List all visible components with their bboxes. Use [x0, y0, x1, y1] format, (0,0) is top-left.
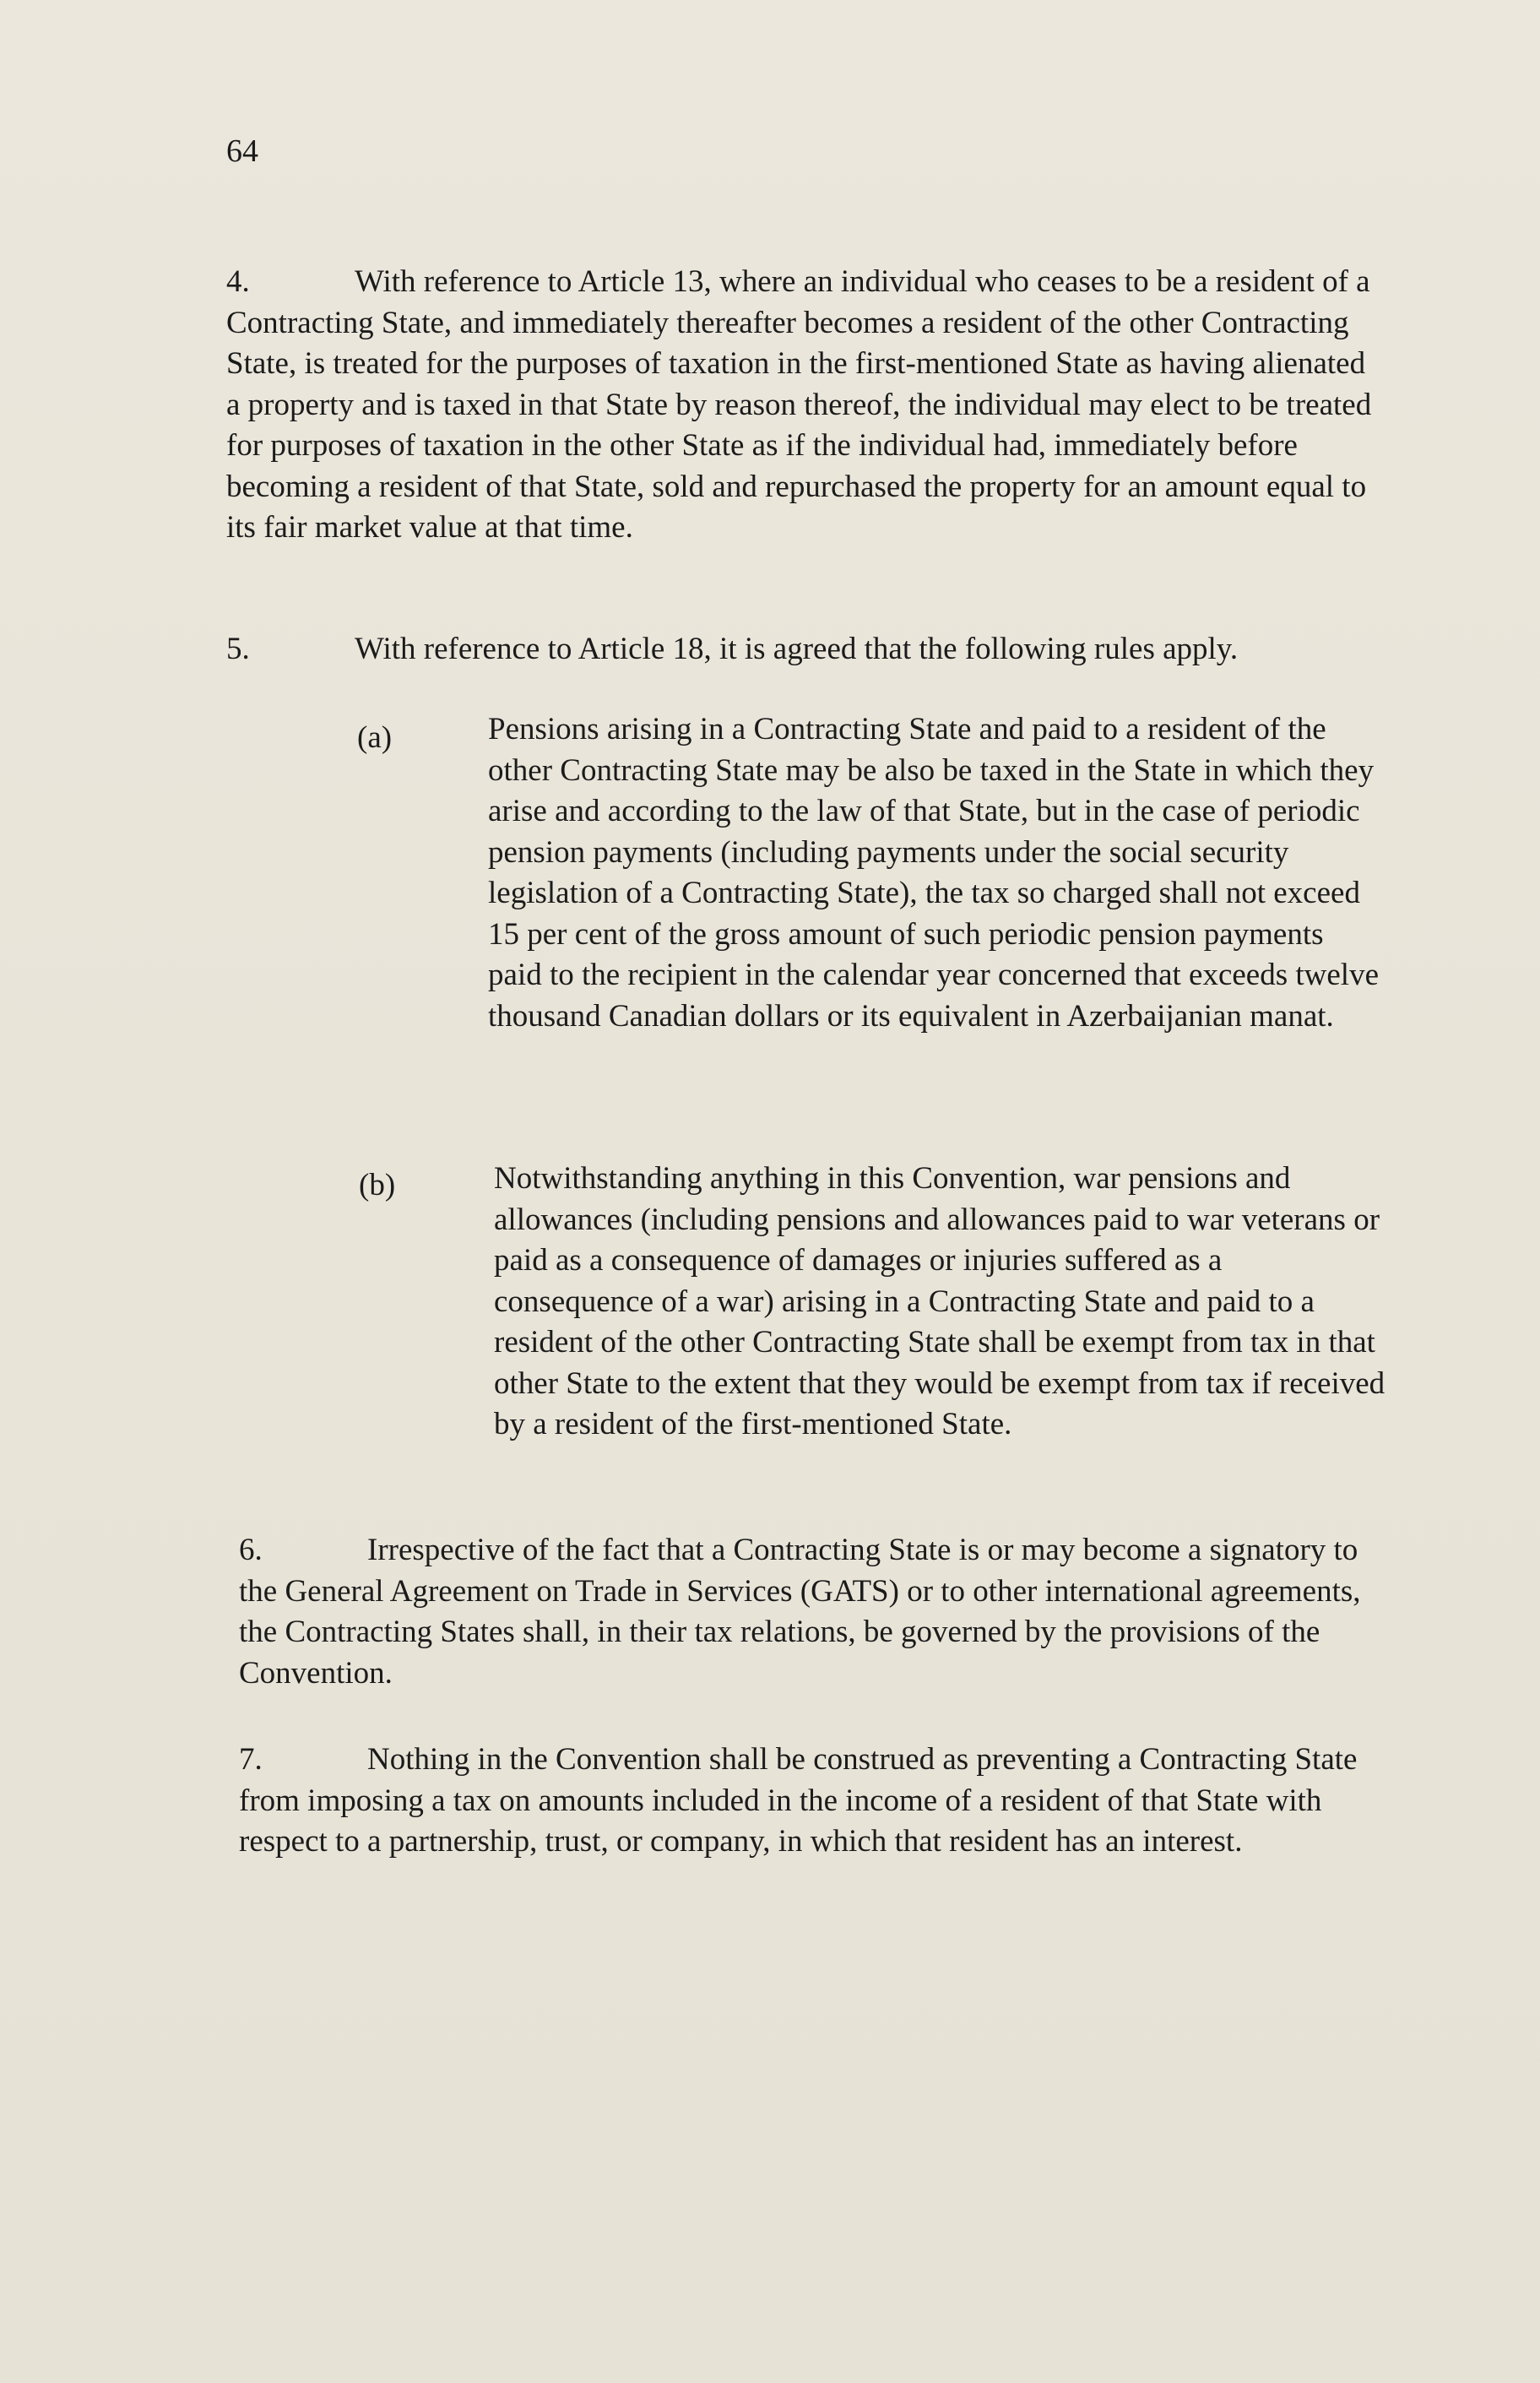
subparagraph-a-text: Pensions arising in a Contracting State and paid to a resident of the other Contracting State may be also be taxed in the State in which they arise and according to the law of that State, but in the case of periodic pension payments (including payments under the social security legislation of a Contracting State), the tax so charged shall not exceed 15 per cent of the gross amount of such periodic pension payments paid to the recipient in the calendar year concerned that exceeds twelve thousand Canadian dollars or its equivalent in Azerbaijanian manat. — [488, 712, 1380, 1034]
paragraph-number: 6. — [239, 1533, 263, 1567]
paragraph-text: With reference to Article 18, it is agreed that the following rules apply. — [355, 632, 1239, 666]
subparagraph-b-text: Notwithstanding anything in this Convention, war pensions and allowances (including pensions and allowances paid to war veterans or paid as a consequence of damages or injuries suffered as a consequence of a war) arising in a Contracting State and paid to a resident of the other Contracting State shall be exempt from tax in that other State to the extent that they would be exempt from tax if received by a resident of the first-mentioned State. — [494, 1161, 1385, 1441]
paragraph-text: Irrespective of the fact that a Contracting State is or may become a signatory to the General Agreement on Trade in Services (GATS) or to other international agreements, the Contracting States shall, in their tax relations, be governed by the provisions of the Convention. — [239, 1533, 1361, 1691]
paragraph-text: With reference to Article 13, where an individual who ceases to be a resident of a Contracting State, and immediately thereafter becomes a resident of the other Contracting State, is treated for the purposes of taxation in the first-mentioned State as having alienated a property and is taxed in that State by reason thereof, the individual may elect to be treated for purposes of taxation in the other State as if the individual had, immediately before becoming a resident of that State, sold and repurchased the property for an amount equal to its fair market value at that time. — [226, 264, 1372, 545]
paragraph-6 — [239, 1530, 1375, 1694]
paragraph-5 — [226, 629, 1375, 670]
paragraph-7 — [239, 1740, 1375, 1863]
paragraph-number: 4. — [226, 264, 250, 299]
subparagraph-a-label: (a) — [357, 720, 393, 755]
paragraph-number: 7. — [239, 1742, 263, 1777]
paragraph-text: Nothing in the Convention shall be construed as preventing a Contracting State from imposing a tax on amounts included in the income of a resident of that State with respect to a partnership, trust, or company, in which that resident has an interest. — [239, 1742, 1358, 1859]
page-number: 64 — [226, 133, 258, 169]
paragraph-number: 5. — [226, 632, 250, 666]
subparagraph-b-label: (b) — [359, 1168, 396, 1202]
paragraph-4 — [226, 262, 1375, 549]
